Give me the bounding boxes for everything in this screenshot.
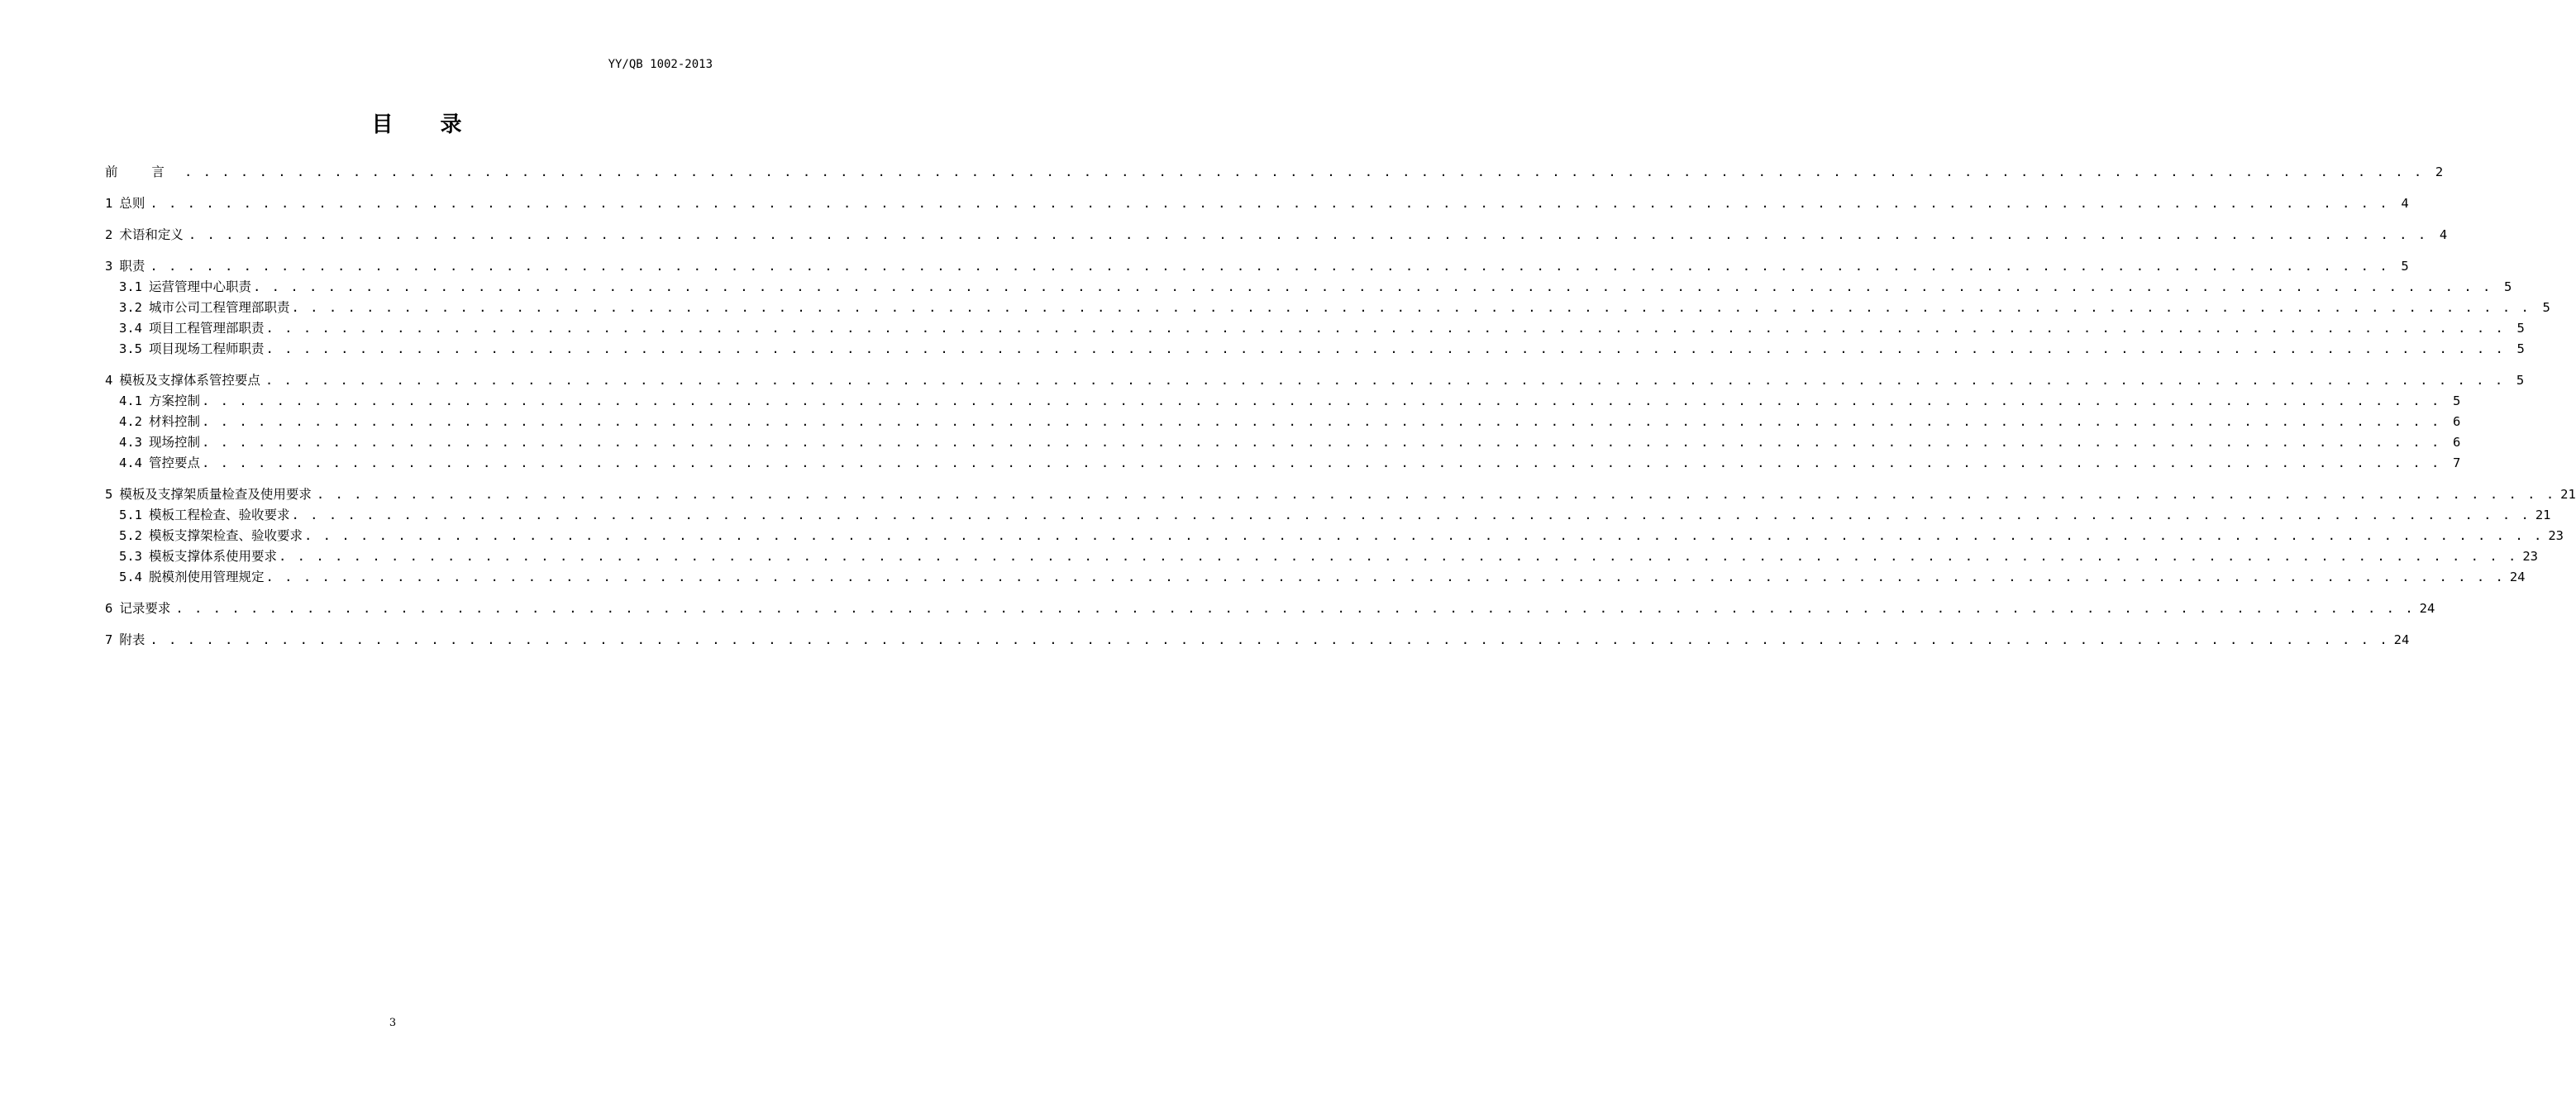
- toc-entry-page: 2: [2435, 165, 2444, 179]
- toc-entry-number: 4: [105, 373, 113, 388]
- toc-entry[interactable]: [105, 370, 2525, 391]
- toc-entry-label: 模板及支撑体系管控要点: [119, 373, 260, 388]
- toc-leader-dots: . . . . . . . . . . . . . . . . . . . . . . . . . . . . . . . . . . . . . . . . . . . . . . . . . . . . . . . . . . . . . . . . . . . . . . . . . . . . . . . . . . . . . . . . . . . . . . . . . . . . . . . . . . . . . . . . . . . . . . . .: [265, 373, 2505, 388]
- toc-entry[interactable]: [105, 318, 2525, 339]
- toc-entry-number: 4.1: [119, 393, 142, 408]
- toc-entry-number: 3.1: [119, 279, 142, 294]
- toc-entry-label: 职责: [119, 259, 145, 274]
- toc-leader-dots: . . . . . . . . . . . . . . . . . . . . . . . . . . . . . . . . . . . . . . . . . . . . . . . . . . . . . . . . . . . . . . . . . . . . . . . . . . . . . . . . . . . . . . . . . . . . . . . . . . . . . . . . . . . . . . . . . . . . . . . .: [291, 300, 2531, 315]
- toc-entry-number: 3: [105, 259, 113, 274]
- toc-entry[interactable]: [105, 339, 2525, 360]
- toc-entry-number: 4.4: [119, 455, 142, 470]
- toc-entry-number: 5.1: [119, 508, 142, 522]
- toc-leader-dots: . . . . . . . . . . . . . . . . . . . . . . . . . . . . . . . . . . . . . . . . . . . . . . . . . . . . . . . . . . . . . . . . . . . . . . . . . . . . . . . . . . . . . . . . . . . . . . . . . . . . . . . . . . . . . . . . . . . . . . . .: [265, 570, 2505, 584]
- toc-entry-label: 模板支撑体系使用要求: [149, 549, 278, 564]
- toc-leader-dots: . . . . . . . . . . . . . . . . . . . . . . . . . . . . . . . . . . . . . . . . . . . . . . . . . . . . . . . . . . . . . . . . . . . . . . . . . . . . . . . . . . . . . . . . . . . . . . . . . . . . . . . . . . . . . . . . . . . . . . . .: [304, 528, 2544, 543]
- toc-entry-page: 5: [2516, 321, 2525, 336]
- toc-entry-label: 术语和定义: [119, 227, 184, 242]
- toc-leader-dots: . . . . . . . . . . . . . . . . . . . . . . . . . . . . . . . . . . . . . . . . . . . . . . . . . . . . . . . . . . . . . . . . . . . . . . . . . . . . . . . . . . . . . . . . . . . . . . . . . . . . . . . . . . . . . . . . . . . . . . . .: [265, 341, 2505, 356]
- toc-entry-page: 24: [2393, 632, 2410, 647]
- toc-entry-page: 6: [2452, 414, 2461, 429]
- toc-entry[interactable]: [105, 598, 2435, 619]
- toc-entry-number: 3.2: [119, 300, 142, 315]
- toc-entry-page: 5: [2452, 393, 2461, 408]
- toc-entry-label: 总则: [119, 196, 145, 211]
- toc-leader-dots: . . . . . . . . . . . . . . . . . . . . . . . . . . . . . . . . . . . . . . . . . . . . . . . . . . . . . . . . . . . . . . . . . . . . . . . . . . . . . . . . . . . . . . . . . . . . . . . . . . . . . . . . . . . . . . . . . . . . . . . .: [253, 279, 2493, 294]
- toc-entry-page: 5: [2401, 259, 2409, 274]
- toc-leader-dots: . . . . . . . . . . . . . . . . . . . . . . . . . . . . . . . . . . . . . . . . . . . . . . . . . . . . . . . . . . . . . . . . . . . . . . . . . . . . . . . . . . . . . . . . . . . . . . . . . . . . . . . . . . . . . . . . . . . . . . . .: [202, 393, 2441, 408]
- toc-entry-number: 5: [105, 487, 113, 502]
- toc-leader-dots: . . . . . . . . . . . . . . . . . . . . . . . . . . . . . . . . . . . . . . . . . . . . . . . . . . . . . . . . . . . . . . . . . . . . . . . . . . . . . . . . . . . . . . . . . . . . . . . . . . . . . . . . . . . . . . . . . . . . . . . .: [316, 487, 2556, 502]
- toc-entry-number: 5.3: [119, 549, 142, 564]
- toc-leader-dots: . . . . . . . . . . . . . . . . . . . . . . . . . . . . . . . . . . . . . . . . . . . . . . . . . . . . . . . . . . . . . . . . . . . . . . . . . . . . . . . . . . . . . . . . . . . . . . . . . . . . . . . . . . . . . . . . . . . . . . . .: [291, 508, 2531, 522]
- toc-entry-label: 模板及支撑架质量检查及使用要求: [119, 487, 312, 502]
- toc-entry-page: 23: [2548, 528, 2564, 543]
- toc-entry-page: 5: [2516, 341, 2525, 356]
- toc-entry-label: 城市公司工程管理部职责: [149, 300, 290, 315]
- toc-entry-label: 方案控制: [149, 393, 201, 408]
- toc-entry-number: 7: [105, 632, 113, 647]
- toc-entry-label: 项目现场工程师职责: [149, 341, 265, 356]
- toc-entry-label: 脱模剂使用管理规定: [149, 570, 265, 584]
- toc-leader-dots: . . . . . . . . . . . . . . . . . . . . . . . . . . . . . . . . . . . . . . . . . . . . . . . . . . . . . . . . . . . . . . . . . . . . . . . . . . . . . . . . . . . . . . . . . . . . . . . . . . . . . . . . . . . . . . . . . . . . . . . .: [279, 549, 2518, 564]
- toc-entry-label: 管控要点: [149, 455, 201, 470]
- toc-entry-number: 3.5: [119, 341, 142, 356]
- toc-entry-page: 6: [2452, 435, 2461, 450]
- toc-entry[interactable]: [105, 298, 2550, 318]
- toc-entry[interactable]: [105, 412, 2461, 432]
- toc-leader-dots: . . . . . . . . . . . . . . . . . . . . . . . . . . . . . . . . . . . . . . . . . . . . . . . . . . . . . . . . . . . . . . . . . . . . . . . . . . . . . . . . . . . . . . . . . . . . . . . . . . . . . . . . . . . . . . . . . . . . . . . .: [150, 196, 2389, 211]
- toc-entry[interactable]: [105, 391, 2461, 412]
- toc-entry-number: 2: [105, 227, 113, 242]
- toc-entry-label: 模板支撑架检查、验收要求: [149, 528, 303, 543]
- toc-entry-label: 项目工程管理部职责: [149, 321, 265, 336]
- toc-entry-page: 4: [2401, 196, 2409, 211]
- toc-entry-page: 24: [2509, 570, 2526, 584]
- toc-leader-dots: . . . . . . . . . . . . . . . . . . . . . . . . . . . . . . . . . . . . . . . . . . . . . . . . . . . . . . . . . . . . . . . . . . . . . . . . . . . . . . . . . . . . . . . . . . . . . . . . . . . . . . . . . . . . . . . . . . . . . . . .: [265, 321, 2505, 336]
- toc-entry[interactable]: [105, 225, 2448, 246]
- toc-entry-page: 7: [2452, 455, 2461, 470]
- toc-entry-page: 5: [2516, 373, 2525, 388]
- toc-leader-dots: . . . . . . . . . . . . . . . . . . . . . . . . . . . . . . . . . . . . . . . . . . . . . . . . . . . . . . . . . . . . . . . . . . . . . . . . . . . . . . . . . . . . . . . . . . . . . . . . . . . . . . . . . . . . . . . . . . . . . . . .: [202, 455, 2441, 470]
- toc-entry-page: 23: [2522, 549, 2538, 564]
- toc-leader-dots: . . . . . . . . . . . . . . . . . . . . . . . . . . . . . . . . . . . . . . . . . . . . . . . . . . . . . . . . . . . . . . . . . . . . . . . . . . . . . . . . . . . . . . . . . . . . . . . . . . . . . . . . . . . . . . . . . . . . . . . .: [150, 632, 2389, 647]
- page-number: 3: [389, 1017, 397, 1029]
- toc-entry-number: 4.2: [119, 414, 142, 429]
- toc-entry-page: 5: [2542, 300, 2550, 315]
- toc-leader-dots: . . . . . . . . . . . . . . . . . . . . . . . . . . . . . . . . . . . . . . . . . . . . . . . . . . . . . . . . . . . . . . . . . . . . . . . . . . . . . . . . . . . . . . . . . . . . . . . . . . . . . . . . . . . . . . . . . . . . . . . .: [188, 227, 2428, 242]
- toc-entry-label: 记录要求: [119, 601, 171, 616]
- toc-entry[interactable]: [105, 526, 2564, 546]
- toc-entry[interactable]: [105, 162, 2444, 183]
- toc-entry[interactable]: [105, 453, 2461, 474]
- toc-leader-dots: . . . . . . . . . . . . . . . . . . . . . . . . . . . . . . . . . . . . . . . . . . . . . . . . . . . . . . . . . . . . . . . . . . . . . . . . . . . . . . . . . . . . . . . . . . . . . . . . . . . . . . . . . . . . . . . . . . . . . . . .: [202, 435, 2441, 450]
- toc-leader-dots: . . . . . . . . . . . . . . . . . . . . . . . . . . . . . . . . . . . . . . . . . . . . . . . . . . . . . . . . . . . . . . . . . . . . . . . . . . . . . . . . . . . . . . . . . . . . . . . . . . . . . . . . . . . . . . . . . . . . . . . .: [184, 165, 2424, 179]
- toc-entry-page: 21: [2560, 487, 2576, 502]
- toc-entry-page: 24: [2419, 601, 2435, 616]
- toc-entry[interactable]: [105, 484, 2576, 505]
- toc-entry[interactable]: [105, 567, 2526, 588]
- toc-entry[interactable]: [105, 630, 2410, 651]
- toc-entry[interactable]: [105, 277, 2512, 298]
- toc-entry-number: 5.2: [119, 528, 142, 543]
- toc-entry-number: 5.4: [119, 570, 142, 584]
- toc-entry-number: 1: [105, 196, 113, 211]
- toc-entry[interactable]: [105, 546, 2538, 567]
- toc-entry-page: 21: [2535, 508, 2551, 522]
- toc-entry-label: 前 言: [105, 165, 179, 179]
- toc-entry-label: 现场控制: [149, 435, 201, 450]
- toc-entry-label: 运营管理中心职责: [149, 279, 252, 294]
- document-code: YY/QB 1002-2013: [608, 58, 713, 71]
- toc-entry-label: 模板工程检查、验收要求: [149, 508, 290, 522]
- toc-entry-label: 附表: [119, 632, 145, 647]
- toc-leader-dots: . . . . . . . . . . . . . . . . . . . . . . . . . . . . . . . . . . . . . . . . . . . . . . . . . . . . . . . . . . . . . . . . . . . . . . . . . . . . . . . . . . . . . . . . . . . . . . . . . . . . . . . . . . . . . . . . . . . . . . . .: [202, 414, 2441, 429]
- toc-entry-label: 材料控制: [149, 414, 201, 429]
- toc-entry-number: 3.4: [119, 321, 142, 336]
- toc-leader-dots: . . . . . . . . . . . . . . . . . . . . . . . . . . . . . . . . . . . . . . . . . . . . . . . . . . . . . . . . . . . . . . . . . . . . . . . . . . . . . . . . . . . . . . . . . . . . . . . . . . . . . . . . . . . . . . . . . . . . . . . .: [175, 601, 2415, 616]
- toc-entry-page: 4: [2439, 227, 2448, 242]
- toc-entry[interactable]: [105, 505, 2551, 526]
- toc-entry[interactable]: [105, 193, 2409, 214]
- toc-leader-dots: . . . . . . . . . . . . . . . . . . . . . . . . . . . . . . . . . . . . . . . . . . . . . . . . . . . . . . . . . . . . . . . . . . . . . . . . . . . . . . . . . . . . . . . . . . . . . . . . . . . . . . . . . . . . . . . . . . . . . . . .: [150, 259, 2389, 274]
- toc-entry[interactable]: [105, 256, 2409, 277]
- toc-entry-number: 6: [105, 601, 113, 616]
- toc-entry-page: 5: [2503, 279, 2512, 294]
- toc-entry[interactable]: [105, 432, 2461, 453]
- table-of-contents: [105, 162, 2576, 651]
- toc-title: 目 录: [371, 112, 482, 137]
- toc-entry-number: 4.3: [119, 435, 142, 450]
